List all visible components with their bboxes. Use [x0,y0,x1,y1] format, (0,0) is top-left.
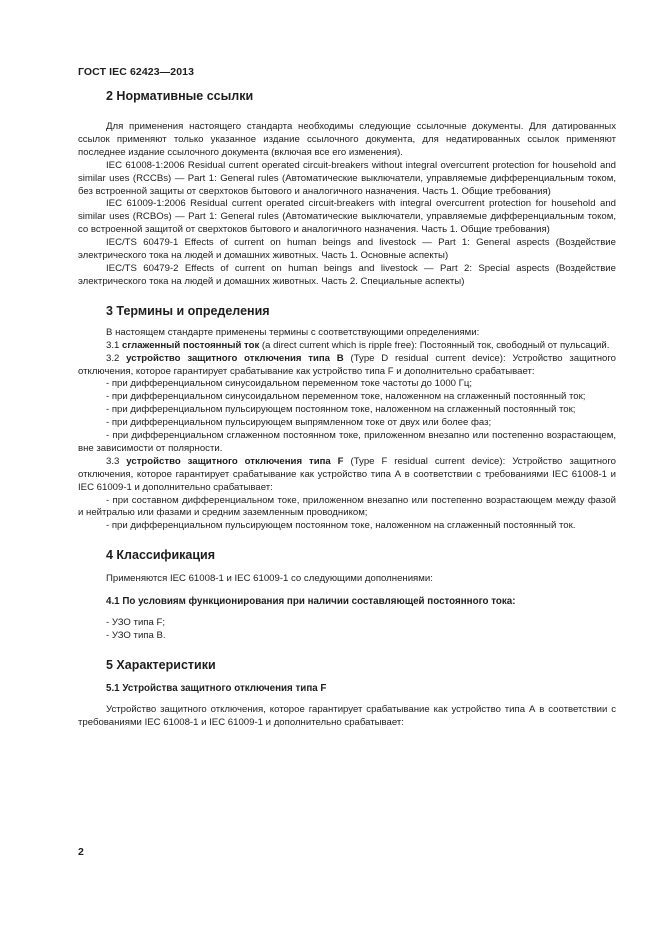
section-2-intro: Для применения настоящего стандарта необходимы следующие ссылочные документы. Для датированных ссылок применяют только указанное издание ссылочного документа, для недатированных ссылок применяют последнее издание ссылочного документа (включая все его изменения). [78,121,616,158]
list-item: - при дифференциальном пульсирующем постоянном токе, наложенном на сглаженный постоянный ток; [106,404,576,416]
term-3-2-definition: (Type D residual current device): Устройство защитного отключения, которое гарантирует срабатывание как устройство типа F и дополнительно срабатывает: [78,352,616,377]
term-3-2-name: устройство защитного отключения типа B [126,352,344,364]
term-3-1 [78,340,616,353]
reference-iec-61009-1: IEC 61009-1:2006 Residual current operated circuit-breakers with integral overcurrent protection for household and similar uses (RCBOs) — Part 1: General rules (Автоматические выключатели, управляемые дифференциальным током, со встроенной защитой от сверхтоков бытового и аналогичного назначения. Часть 1. Общие требования) [78,198,616,236]
section-4-title: 4 Классификация [106,548,216,563]
section-4-intro: Применяются IEC 61008-1 и IEC 61009-1 со следующими дополнениями: [106,573,433,585]
term-3-1-name: сглаженный постоянный ток [122,339,260,351]
term-3-3-number: 3.3 [106,455,127,467]
section-3-intro: В настоящем стандарте применены термины с соответствующими определениями: [106,326,480,338]
list-item: - УЗО типа B. [106,630,166,642]
list-item: - при дифференциальном сглаженном постоянном токе, приложенном внезапно или постепенно возрастающем, вне зависимости от полярности. [78,430,616,454]
list-item: - при дифференциальном пульсирующем выпрямленном токе от двух или более фаз; [106,417,492,429]
list-item: - при дифференциальном синусоидальном переменном токе, наложенном на сглаженный постоянный ток; [106,391,586,403]
section-5-1-body: Устройство защитного отключения, которое гарантирует срабатывание как устройство типа А в соответствии с требованиями IEC 61008-1 и IEC 61009-1 и дополнительно срабатывает: [78,704,616,728]
reference-iec-ts-60479-2: IEC/TS 60479-2 Effects of current on human beings and livestock — Part 2: Special aspects (Воздействие электрического тока на людей и домашних животных. Часть 2. Специальные аспекты) [78,262,616,287]
subsection-5-1-title: 5.1 Устройства защитного отключения типа F [106,683,327,694]
term-3-1-number: 3.1 [106,339,123,351]
document-body [78,88,616,730]
section-5-title: 5 Характеристики [106,658,216,672]
list-item: - УЗО типа F; [106,617,166,629]
term-3-1-definition: (a direct current which is ripple free): Постоянный ток, свободный от пульсаций. [259,339,610,351]
section-3-title: 3 Термины и определения [106,303,270,318]
list-item: - при дифференциальном пульсирующем постоянном токе, наложенном на сглаженный постоянный ток. [106,520,576,532]
document-code-header: ГОСТ IEC 62423—2013 [78,66,195,78]
reference-iec-ts-60479-1: IEC/TS 60479-1 Effects of current on human beings and livestock — Part 1: General aspects (Воздействие электрического тока на людей и домашних животных. Часть 1. Основные аспекты) [78,237,616,262]
section-2-title: 2 Нормативные ссылки [106,89,254,103]
reference-iec-61008-1: IEC 61008-1:2006 Residual current operated circuit-breakers without integral overcurrent protection for household and similar uses (RCCBs) — Part 1: General rules (Автоматические выключатели, управляемые дифференциальным током, без встроенной защиты от сверхтоков бытового и аналогичного назначения. Часть 1. Общие требования) [78,159,616,197]
term-3-2-number: 3.2 [106,352,127,364]
term-3-2 [78,353,616,379]
subsection-4-1-title: 4.1 По условиям функционирования при наличии составляющей постоянного тока: [106,596,516,608]
term-3-3-definition: (Type F residual current device): Устройство защитного отключения, которое гарантирует срабатывание как устройство типа А в соответствии с требованиями IEC 61008-1 и IEC 61009-1 и дополнительно срабатывает: [78,455,616,493]
list-item: - при дифференциальном синусоидальном переменном токе частоты до 1000 Гц; [106,378,473,390]
term-3-3 [78,456,616,495]
term-3-3-name: устройство защитного отключения типа F [126,455,344,467]
page-number: 2 [78,846,84,858]
list-item: - при составном дифференциальном токе, приложенном внезапно или постепенно возрастающем между фазой и нейтралью или фазами и средним заземленным проводником; [78,494,616,519]
